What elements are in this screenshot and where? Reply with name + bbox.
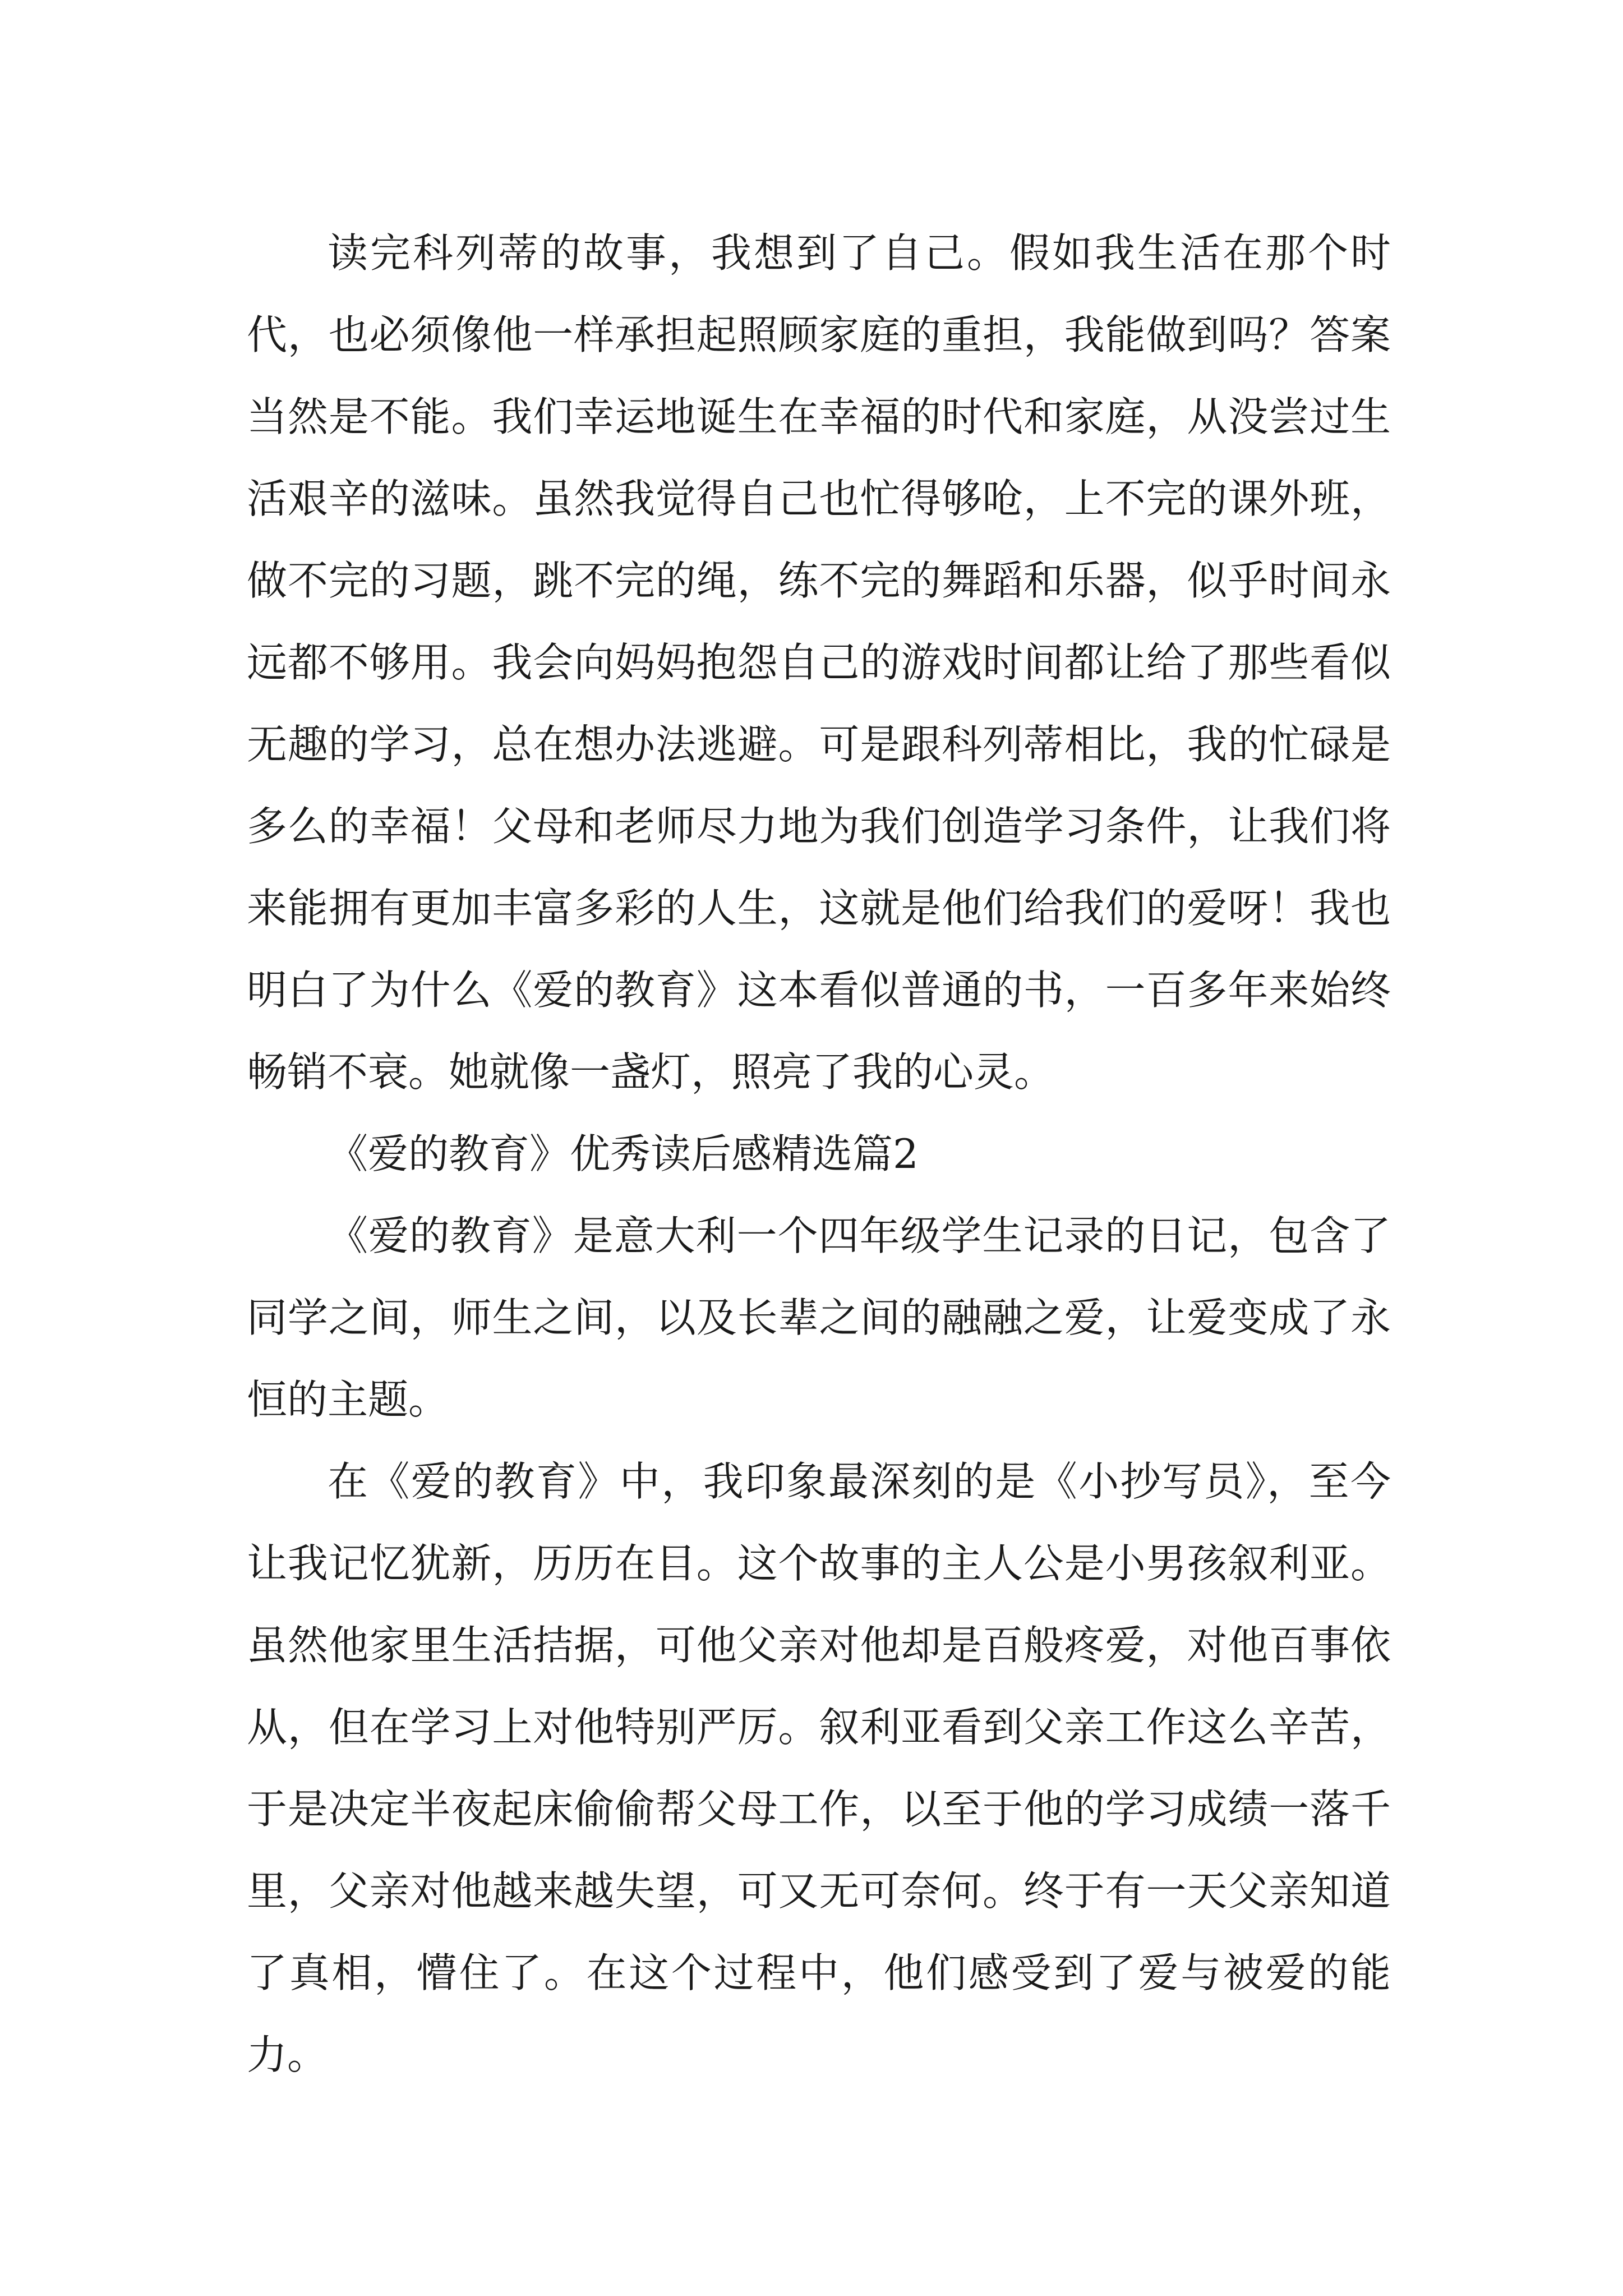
document-body (247, 212, 1391, 2096)
section-heading: 《爱的教育》优秀读后感精选篇2 (328, 1130, 919, 1177)
paragraph-3: 在《爱的教育》中，我印象最深刻的是《小抄写员》，至今让我记忆犹新，历历在目。这个故事的主人公是小男孩叙利亚。虽然他家里生活拮据，可他父亲对他却是百般疼爱，对他百事依从，但在学习上对他特别严厉。叙利亚看到父亲工作这么辛苦，于是决定半夜起床偷偷帮父母工作，以至于他的学习成绩一落千里，父亲对他越来越失望，可又无可奈何。终于有一天父亲知道了真相，懵住了。在这个过程中，他们感受到了爱与被爱的能力。 (247, 1458, 1391, 2078)
paragraph-2: 《爱的教育》是意大利一个四年级学生记录的日记，包含了同学之间，师生之间，以及长辈之间的融融之爱，让爱变成了永恒的主题。 (247, 1212, 1391, 1423)
paragraph-1: 读完科列蒂的故事，我想到了自己。假如我生活在那个时代，也必须像他一样承担起照顾家庭的重担，我能做到吗？答案当然是不能。我们幸运地诞生在幸福的时代和家庭，从没尝过生活艰辛的滋味。虽然我觉得自己也忙得够呛，上不完的课外班，做不完的习题，跳不完的绳，练不完的舞蹈和乐器，似乎时间永远都不够用。我会向妈妈抱怨自己的游戏时间都让给了那些看似无趣的学习，总在想办法逃避。可是跟科列蒂相比，我的忙碌是多么的幸福！父母和老师尽力地为我们创造学习条件，让我们将来能拥有更加丰富多彩的人生，这就是他们给我们的爱呀！我也明白了为什么《爱的教育》这本看似普通的书，一百多年来始终畅销不衰。她就像一盏灯，照亮了我的心灵。 (247, 229, 1391, 1096)
